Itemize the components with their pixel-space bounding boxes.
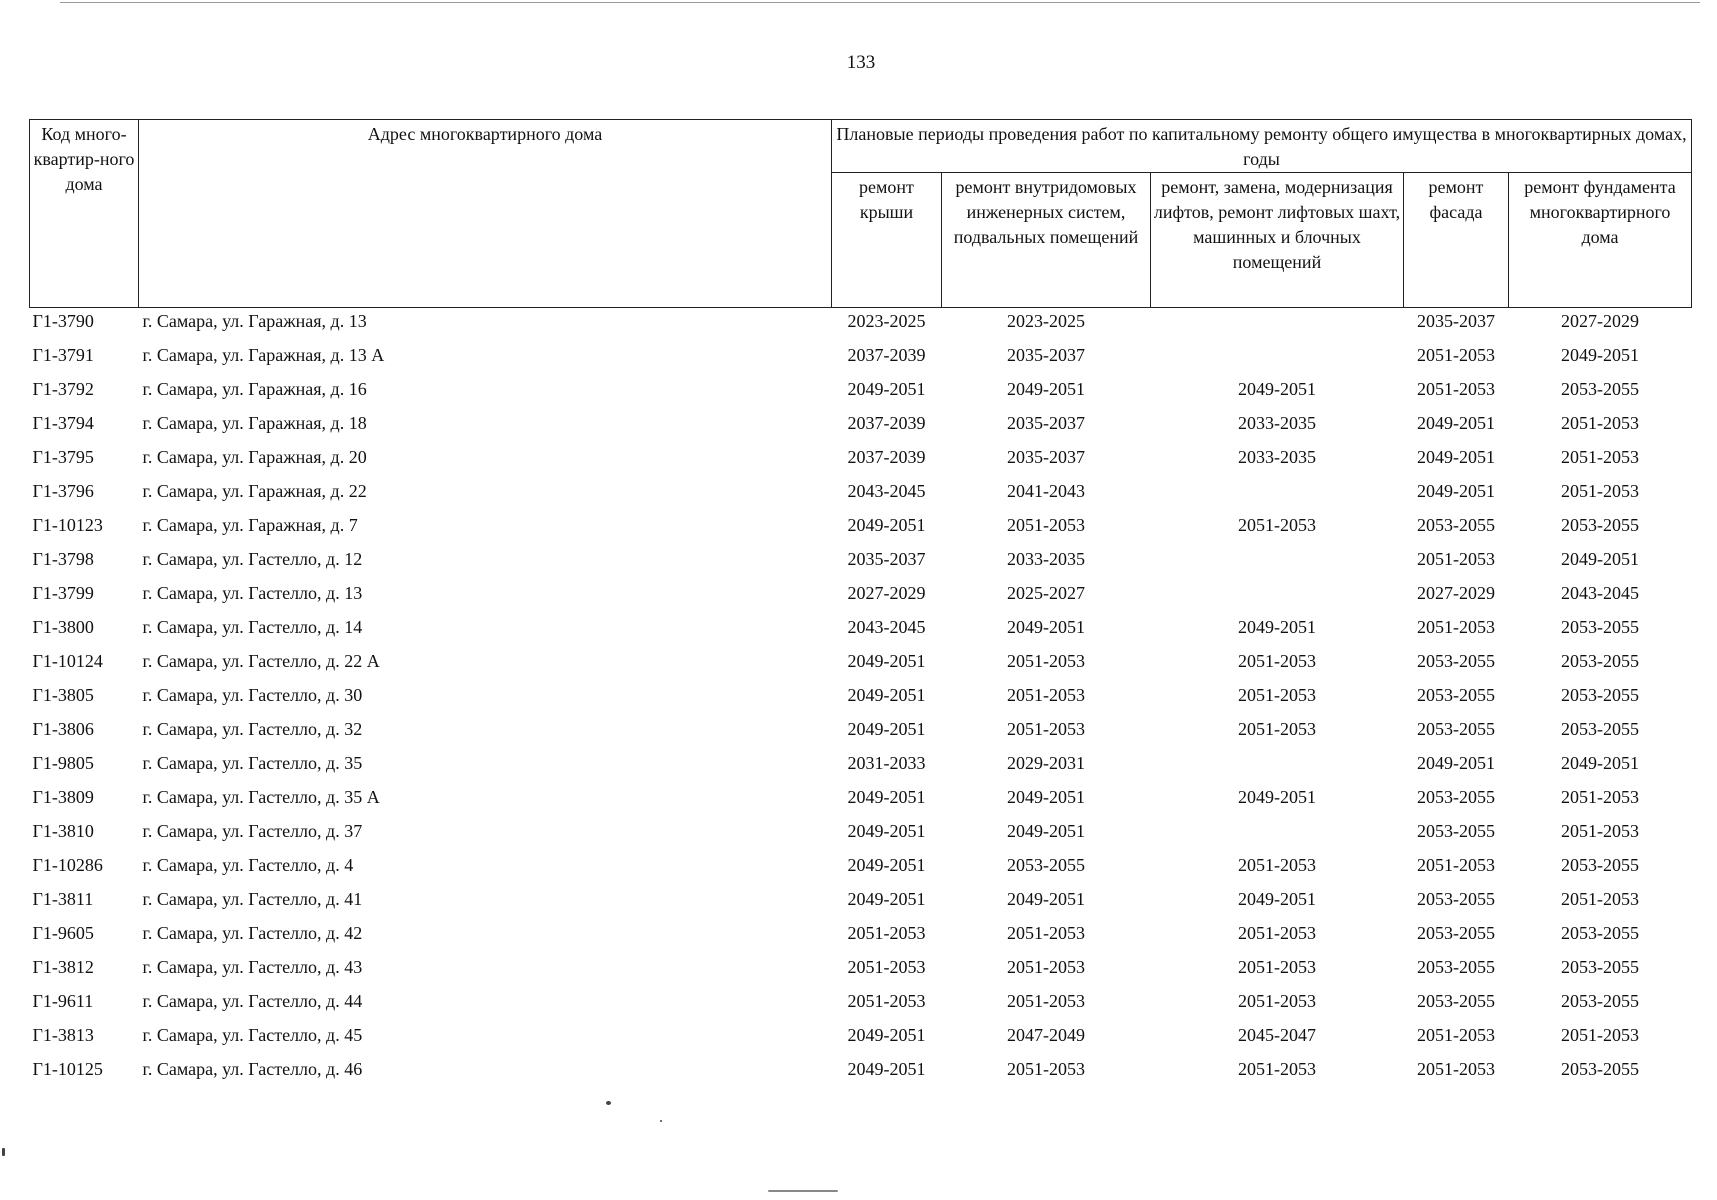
cell-foundation: 2051-2053 <box>1561 447 1639 467</box>
cell-foundation: 2053-2055 <box>1561 923 1639 943</box>
cell-facade: 2049-2051 <box>1417 753 1495 773</box>
cell-elevators <box>1151 546 1404 580</box>
cell-address: г. Самара, ул. Гастелло, д. 42 <box>142 923 363 943</box>
cell-code: Г1-3811 <box>32 889 94 909</box>
table-row <box>30 648 1692 682</box>
cell-roof: 2049-2051 <box>847 855 926 875</box>
cell-address: г. Самара, ул. Гастелло, д. 45 <box>142 1025 363 1045</box>
cell-foundation: 2051-2053 <box>1561 413 1639 433</box>
cell-foundation: 2049-2051 <box>1561 345 1639 365</box>
cell-elevators <box>1151 818 1404 852</box>
cell-elevators <box>1151 750 1404 784</box>
table-row <box>30 444 1692 478</box>
cell-engineering: 2047-2049 <box>1007 1025 1085 1045</box>
cell-address: г. Самара, ул. Гастелло, д. 41 <box>142 889 363 909</box>
cell-elevators: 2051-2053 <box>1238 515 1316 535</box>
cell-roof: 2051-2053 <box>847 957 926 977</box>
capital-repair-schedule-table <box>29 119 1692 1090</box>
cell-facade: 2053-2055 <box>1417 821 1495 841</box>
cell-roof: 2051-2053 <box>847 923 926 943</box>
cell-facade: 2049-2051 <box>1417 413 1495 433</box>
table-row <box>30 1022 1692 1056</box>
table-row <box>30 988 1692 1022</box>
cell-foundation: 2043-2045 <box>1561 583 1639 603</box>
table-row <box>30 546 1692 580</box>
cell-address: г. Самара, ул. Гастелло, д. 22 А <box>142 651 380 671</box>
cell-engineering: 2035-2037 <box>1007 447 1085 467</box>
cell-facade: 2053-2055 <box>1417 957 1495 977</box>
cell-facade: 2053-2055 <box>1417 889 1495 909</box>
cell-foundation: 2053-2055 <box>1561 379 1639 399</box>
header-elevators: ремонт, замена, модернизация лифтов, ремонт лифтовых шахт, машинных и блочных помещений <box>1151 173 1404 308</box>
cell-address: г. Самара, ул. Гастелло, д. 32 <box>142 719 363 739</box>
cell-foundation: 2053-2055 <box>1561 515 1639 535</box>
cell-elevators: 2051-2053 <box>1238 923 1316 943</box>
cell-code: Г1-3791 <box>32 345 94 365</box>
page-number: 133 <box>846 52 876 73</box>
cell-code: Г1-3800 <box>32 617 94 637</box>
table-row <box>30 852 1692 886</box>
cell-engineering: 2051-2053 <box>1007 515 1085 535</box>
scan-smudge <box>768 1190 838 1192</box>
cell-code: Г1-10123 <box>32 515 103 535</box>
header-address: Адрес многоквартирного дома <box>139 120 832 308</box>
cell-code: Г1-3790 <box>32 311 94 331</box>
cell-roof: 2031-2033 <box>847 753 926 773</box>
cell-engineering: 2053-2055 <box>1007 855 1085 875</box>
cell-address: г. Самара, ул. Гаражная, д. 7 <box>142 515 358 535</box>
cell-address: г. Самара, ул. Гастелло, д. 44 <box>142 991 363 1011</box>
cell-facade: 2035-2037 <box>1417 311 1495 331</box>
cell-code: Г1-3794 <box>32 413 94 433</box>
cell-engineering: 2035-2037 <box>1007 413 1085 433</box>
cell-engineering: 2049-2051 <box>1007 617 1085 637</box>
cell-address: г. Самара, ул. Гастелло, д. 35 <box>142 753 363 773</box>
cell-engineering: 2051-2053 <box>1007 1059 1085 1079</box>
table-row <box>30 954 1692 988</box>
cell-elevators: 2051-2053 <box>1238 1059 1316 1079</box>
cell-foundation: 2051-2053 <box>1561 787 1639 807</box>
cell-facade: 2049-2051 <box>1417 481 1495 501</box>
cell-address: г. Самара, ул. Гаражная, д. 13 <box>142 311 367 331</box>
cell-address: г. Самара, ул. Гаражная, д. 20 <box>142 447 367 467</box>
cell-engineering: 2033-2035 <box>1007 549 1085 569</box>
cell-engineering: 2049-2051 <box>1007 889 1085 909</box>
cell-address: г. Самара, ул. Гаражная, д. 13 А <box>142 345 385 365</box>
cell-elevators: 2049-2051 <box>1238 617 1316 637</box>
table-row <box>30 580 1692 614</box>
cell-facade: 2053-2055 <box>1417 991 1495 1011</box>
cell-engineering: 2051-2053 <box>1007 685 1085 705</box>
cell-foundation: 2027-2029 <box>1561 311 1639 331</box>
table-row <box>30 376 1692 410</box>
table-row <box>30 784 1692 818</box>
cell-roof: 2035-2037 <box>847 549 926 569</box>
cell-facade: 2053-2055 <box>1417 787 1495 807</box>
cell-code: Г1-3806 <box>32 719 94 739</box>
cell-elevators: 2049-2051 <box>1238 379 1316 399</box>
cell-elevators: 2033-2035 <box>1238 447 1316 467</box>
table-row <box>30 342 1692 376</box>
cell-address: г. Самара, ул. Гастелло, д. 37 <box>142 821 363 841</box>
table-body <box>30 308 1692 1091</box>
cell-roof: 2023-2025 <box>847 311 926 331</box>
cell-address: г. Самара, ул. Гаражная, д. 18 <box>142 413 367 433</box>
cell-facade: 2053-2055 <box>1417 685 1495 705</box>
scan-speck <box>2 1148 5 1156</box>
scan-speck <box>606 1101 611 1105</box>
cell-address: г. Самара, ул. Гастелло, д. 13 <box>142 583 363 603</box>
cell-facade: 2051-2053 <box>1417 1025 1495 1045</box>
cell-code: Г1-9805 <box>32 753 94 773</box>
cell-address: г. Самара, ул. Гастелло, д. 43 <box>142 957 363 977</box>
cell-roof: 2049-2051 <box>847 379 926 399</box>
cell-engineering: 2051-2053 <box>1007 651 1085 671</box>
cell-engineering: 2025-2027 <box>1007 583 1085 603</box>
cell-facade: 2053-2055 <box>1417 515 1495 535</box>
cell-address: г. Самара, ул. Гастелло, д. 12 <box>142 549 363 569</box>
cell-elevators <box>1151 342 1404 376</box>
cell-facade: 2051-2053 <box>1417 549 1495 569</box>
cell-roof: 2043-2045 <box>847 481 926 501</box>
cell-foundation: 2053-2055 <box>1561 1059 1639 1079</box>
cell-engineering: 2041-2043 <box>1007 481 1085 501</box>
cell-code: Г1-3799 <box>32 583 94 603</box>
cell-facade: 2053-2055 <box>1417 651 1495 671</box>
cell-code: Г1-3792 <box>32 379 94 399</box>
cell-code: Г1-3813 <box>32 1025 94 1045</box>
scan-speck <box>660 1120 662 1122</box>
cell-code: Г1-10125 <box>32 1059 103 1079</box>
cell-engineering: 2051-2053 <box>1007 923 1085 943</box>
cell-code: Г1-9605 <box>32 923 94 943</box>
cell-code: Г1-3805 <box>32 685 94 705</box>
cell-roof: 2043-2045 <box>847 617 926 637</box>
cell-code: Г1-3810 <box>32 821 94 841</box>
cell-elevators: 2049-2051 <box>1238 889 1316 909</box>
cell-facade: 2027-2029 <box>1417 583 1495 603</box>
table-row <box>30 886 1692 920</box>
header-periods-group: Плановые периоды проведения работ по капитальному ремонту общего имущества в многоквартирных домах, годы <box>832 120 1692 173</box>
cell-code: Г1-3795 <box>32 447 94 467</box>
cell-roof: 2049-2051 <box>847 821 926 841</box>
cell-address: г. Самара, ул. Гастелло, д. 46 <box>142 1059 363 1079</box>
cell-foundation: 2053-2055 <box>1561 957 1639 977</box>
cell-code: Г1-10124 <box>32 651 103 671</box>
cell-elevators <box>1151 580 1404 614</box>
cell-roof: 2049-2051 <box>847 515 926 535</box>
table-row <box>30 308 1692 343</box>
cell-engineering: 2049-2051 <box>1007 379 1085 399</box>
cell-roof: 2049-2051 <box>847 685 926 705</box>
cell-roof: 2049-2051 <box>847 651 926 671</box>
cell-facade: 2051-2053 <box>1417 345 1495 365</box>
cell-address: г. Самара, ул. Гастелло, д. 14 <box>142 617 363 637</box>
cell-code: Г1-3796 <box>32 481 94 501</box>
cell-foundation: 2053-2055 <box>1561 685 1639 705</box>
cell-elevators: 2051-2053 <box>1238 957 1316 977</box>
cell-elevators <box>1151 308 1404 343</box>
cell-foundation: 2049-2051 <box>1561 753 1639 773</box>
cell-roof: 2027-2029 <box>847 583 926 603</box>
cell-engineering: 2035-2037 <box>1007 345 1085 365</box>
cell-engineering: 2029-2031 <box>1007 753 1085 773</box>
table-row <box>30 614 1692 648</box>
cell-foundation: 2053-2055 <box>1561 651 1639 671</box>
cell-facade: 2053-2055 <box>1417 923 1495 943</box>
cell-code: Г1-9611 <box>32 991 94 1011</box>
table-row <box>30 410 1692 444</box>
cell-engineering: 2051-2053 <box>1007 719 1085 739</box>
scan-edge-line <box>60 2 1700 3</box>
table-row <box>30 920 1692 954</box>
cell-roof: 2049-2051 <box>847 1059 926 1079</box>
cell-foundation: 2051-2053 <box>1561 821 1639 841</box>
cell-roof: 2049-2051 <box>847 1025 926 1045</box>
cell-code: Г1-10286 <box>32 855 103 875</box>
cell-foundation: 2051-2053 <box>1561 889 1639 909</box>
header-code: Код много-квартир-ного дома <box>30 120 139 308</box>
cell-roof: 2037-2039 <box>847 345 926 365</box>
header-foundation: ремонт фундамента многоквартирного дома <box>1509 173 1692 308</box>
cell-elevators: 2033-2035 <box>1238 413 1316 433</box>
cell-elevators: 2051-2053 <box>1238 685 1316 705</box>
cell-elevators: 2051-2053 <box>1238 991 1316 1011</box>
header-engineering: ремонт внутридомовых инженерных систем, подвальных помещений <box>942 173 1151 308</box>
cell-elevators: 2045-2047 <box>1238 1025 1316 1045</box>
table-row <box>30 818 1692 852</box>
cell-facade: 2051-2053 <box>1417 617 1495 637</box>
cell-engineering: 2051-2053 <box>1007 957 1085 977</box>
cell-address: г. Самара, ул. Гаражная, д. 22 <box>142 481 367 501</box>
cell-engineering: 2051-2053 <box>1007 991 1085 1011</box>
cell-roof: 2049-2051 <box>847 889 926 909</box>
cell-engineering: 2049-2051 <box>1007 787 1085 807</box>
table-row <box>30 682 1692 716</box>
cell-facade: 2051-2053 <box>1417 379 1495 399</box>
cell-code: Г1-3809 <box>32 787 94 807</box>
cell-code: Г1-3798 <box>32 549 94 569</box>
cell-roof: 2049-2051 <box>847 719 926 739</box>
cell-roof: 2037-2039 <box>847 447 926 467</box>
cell-elevators: 2051-2053 <box>1238 651 1316 671</box>
cell-address: г. Самара, ул. Гастелло, д. 30 <box>142 685 363 705</box>
cell-foundation: 2053-2055 <box>1561 617 1639 637</box>
cell-foundation: 2053-2055 <box>1561 991 1639 1011</box>
cell-foundation: 2049-2051 <box>1561 549 1639 569</box>
header-roof: ремонт крыши <box>832 173 942 308</box>
cell-address: г. Самара, ул. Гастелло, д. 4 <box>142 855 354 875</box>
cell-roof: 2049-2051 <box>847 787 926 807</box>
table-row <box>30 716 1692 750</box>
table-row <box>30 512 1692 546</box>
cell-foundation: 2051-2053 <box>1561 481 1639 501</box>
cell-facade: 2053-2055 <box>1417 719 1495 739</box>
cell-code: Г1-3812 <box>32 957 94 977</box>
cell-foundation: 2053-2055 <box>1561 855 1639 875</box>
cell-address: г. Самара, ул. Гаражная, д. 16 <box>142 379 367 399</box>
cell-elevators <box>1151 478 1404 512</box>
cell-foundation: 2053-2055 <box>1561 719 1639 739</box>
cell-roof: 2037-2039 <box>847 413 926 433</box>
table-header <box>30 120 1692 308</box>
cell-engineering: 2023-2025 <box>1007 311 1085 331</box>
cell-foundation: 2051-2053 <box>1561 1025 1639 1045</box>
cell-elevators: 2049-2051 <box>1238 787 1316 807</box>
cell-facade: 2049-2051 <box>1417 447 1495 467</box>
table-row <box>30 750 1692 784</box>
cell-engineering: 2049-2051 <box>1007 821 1085 841</box>
table-row <box>30 1056 1692 1090</box>
cell-roof: 2051-2053 <box>847 991 926 1011</box>
cell-elevators: 2051-2053 <box>1238 719 1316 739</box>
cell-address: г. Самара, ул. Гастелло, д. 35 А <box>142 787 380 807</box>
table-row <box>30 478 1692 512</box>
header-facade: ремонт фасада <box>1404 173 1509 308</box>
cell-facade: 2051-2053 <box>1417 855 1495 875</box>
cell-facade: 2051-2053 <box>1417 1059 1495 1079</box>
cell-elevators: 2051-2053 <box>1238 855 1316 875</box>
